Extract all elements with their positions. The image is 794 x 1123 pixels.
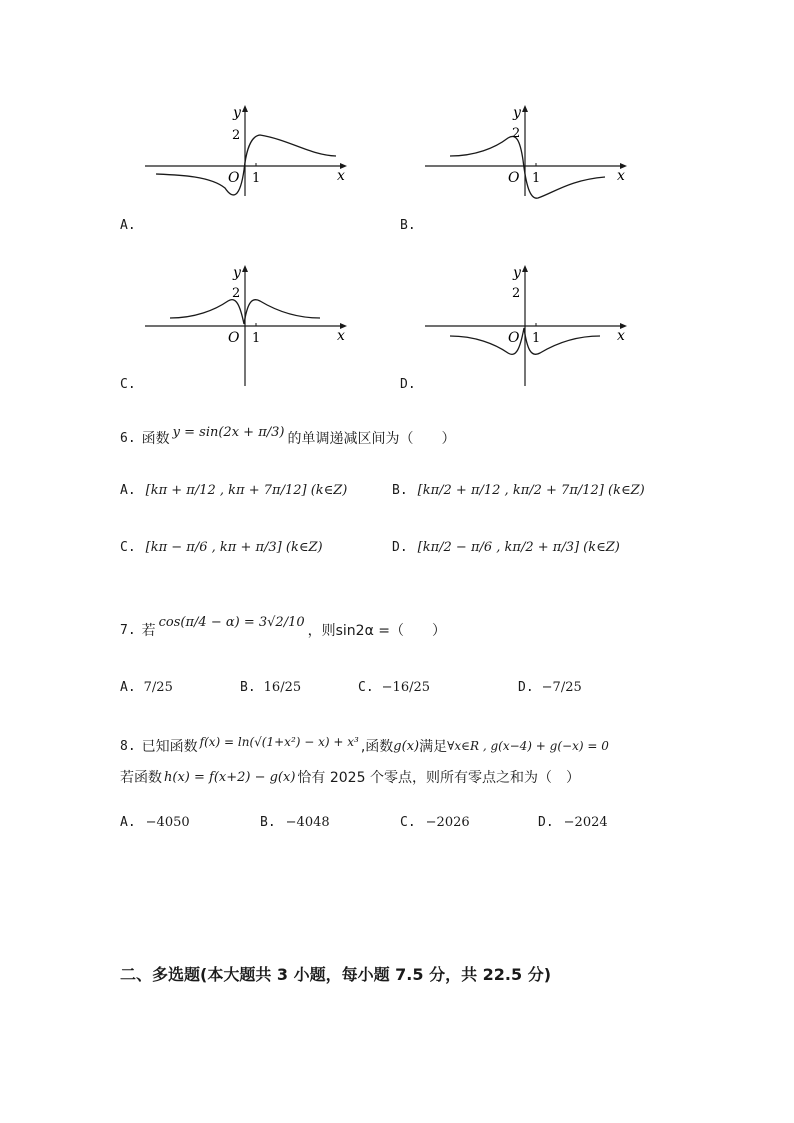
graph-option-a[interactable]: A.	[120, 218, 136, 233]
axis-label-y: y	[233, 105, 241, 121]
q7-option-a[interactable]	[120, 680, 173, 695]
question-8-line2	[120, 767, 580, 787]
q7-option-c[interactable]	[358, 680, 430, 695]
axis-label-y: y	[233, 265, 241, 281]
y-axis-arrow	[522, 265, 528, 272]
option-label: C.	[358, 680, 374, 695]
axis-label-x: x	[617, 328, 625, 344]
graph-option-c[interactable]: C.	[120, 377, 136, 392]
tick-label-y: 2	[232, 128, 241, 143]
graph-d	[420, 260, 640, 390]
function-formula: y = sin(2x + π/3)	[172, 424, 285, 440]
option-label: D.	[518, 680, 534, 695]
option-label: A.	[120, 815, 136, 830]
tick-label-y: 2	[512, 286, 521, 301]
graph-option-d[interactable]: D.	[400, 377, 416, 392]
option-text: [kπ − π/6 , kπ + π/3] (k∈Z)	[145, 540, 323, 555]
question-lead: 已知函数	[141, 739, 198, 755]
q6-option-a[interactable]	[120, 483, 347, 498]
curve	[450, 136, 605, 198]
question-8-line1	[120, 736, 609, 756]
question-number: 6.	[120, 430, 136, 446]
option-text: −4048	[285, 815, 330, 830]
graph-b	[420, 100, 640, 200]
option-label: B.	[260, 815, 276, 830]
y-axis-arrow	[242, 105, 248, 112]
q7-option-d[interactable]	[518, 680, 582, 695]
origin-label: O	[508, 330, 520, 346]
q6-option-c[interactable]	[120, 540, 323, 555]
origin-label: O	[228, 170, 240, 186]
option-text: [kπ/2 + π/12 , kπ/2 + 7π/12] (k∈Z)	[417, 483, 645, 498]
tick-label-y: 2	[512, 126, 521, 141]
origin-label: O	[508, 170, 520, 186]
graph-c	[140, 260, 360, 390]
tick-label-y: 2	[232, 286, 241, 301]
q6-option-d[interactable]	[392, 540, 620, 555]
condition-formula: cos(π/4 − α) = 3√2/10	[158, 614, 305, 630]
axis-label-x: x	[617, 168, 625, 184]
option-text: 16/25	[263, 680, 302, 695]
option-label: D.	[538, 815, 554, 830]
option-text: 7/25	[143, 680, 173, 695]
option-label: B.	[240, 680, 256, 695]
question-line2-tail: 恰有 2025 个零点，则所有零点之和为（ ）	[297, 770, 580, 786]
q8-option-c[interactable]	[400, 815, 470, 830]
graph-a	[140, 100, 360, 200]
h-definition: h(x) = f(x+2) − g(x)	[164, 769, 296, 785]
option-label: C.	[400, 815, 416, 830]
option-text: −16/25	[381, 680, 431, 695]
question-number: 8.	[120, 738, 136, 754]
option-text: [kπ + π/12 , kπ + 7π/12] (k∈Z)	[145, 483, 348, 498]
g-condition: ∀x∈R , g(x−4) + g(−x) = 0	[447, 739, 609, 753]
question-line2-lead: 若函数	[120, 770, 162, 786]
option-text: −4050	[145, 815, 190, 830]
q8-option-b[interactable]	[260, 815, 330, 830]
option-label: B.	[392, 483, 408, 498]
q6-option-b[interactable]	[392, 483, 645, 498]
option-text: −2026	[425, 815, 470, 830]
question-tail: 的单调递减区间为（ ）	[287, 431, 456, 447]
origin-label: O	[228, 330, 240, 346]
axis-label-x: x	[337, 168, 345, 184]
curve	[156, 135, 336, 195]
option-label: C.	[120, 540, 136, 555]
option-text: −7/25	[541, 680, 582, 695]
option-text: [kπ/2 − π/6 , kπ/2 + π/3] (k∈Z)	[417, 540, 620, 555]
axis-label-x: x	[337, 328, 345, 344]
graph-option-b[interactable]: B.	[400, 218, 416, 233]
axis-label-y: y	[513, 105, 521, 121]
f-definition: f(x) = ln(√(1+x²) − x) + x³	[199, 735, 359, 749]
option-label: A.	[120, 680, 136, 695]
question-6-stem	[120, 424, 456, 448]
question-lead: 若	[141, 623, 156, 639]
option-text: −2024	[563, 815, 608, 830]
option-label: D.	[392, 540, 408, 555]
tick-label-x: 1	[252, 171, 261, 186]
q8-option-a[interactable]	[120, 815, 190, 830]
y-axis-arrow	[522, 105, 528, 112]
question-tail: ，则sin2α =（ ）	[307, 623, 446, 639]
tick-label-x: 1	[532, 171, 541, 186]
y-axis-arrow	[242, 265, 248, 272]
axis-label-y: y	[513, 265, 521, 281]
question-lead: 函数	[141, 431, 170, 447]
q7-option-b[interactable]	[240, 680, 301, 695]
option-label: A.	[120, 483, 136, 498]
question-number: 7.	[120, 622, 136, 638]
tick-label-x: 1	[532, 331, 541, 346]
q8-option-d[interactable]	[538, 815, 608, 830]
question-7-stem	[120, 614, 446, 640]
g-name: g(x)	[393, 738, 420, 754]
question-mid2: 满足	[419, 739, 448, 755]
tick-label-x: 1	[252, 331, 261, 346]
question-mid: ,函数	[360, 739, 394, 755]
section-2-title: 二、多选题(本大题共 3 小题，每小题 7.5 分，共 22.5 分)	[120, 965, 552, 984]
